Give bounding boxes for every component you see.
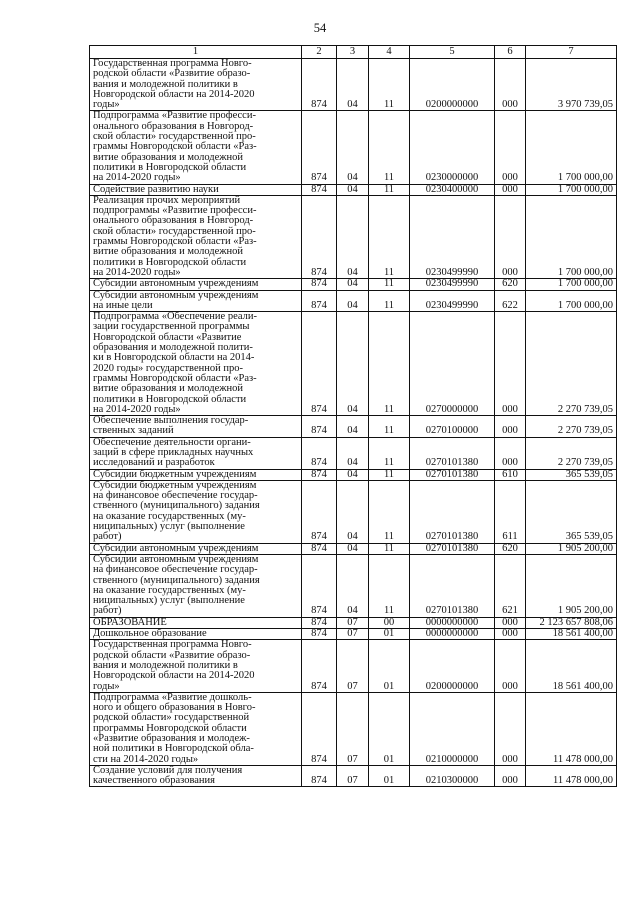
- row-code-target: 0230000000: [410, 111, 495, 184]
- row-code-section: 07: [337, 617, 369, 628]
- row-code-target: 0230499990: [410, 279, 495, 290]
- row-code-section: 04: [337, 312, 369, 416]
- row-code-target: 0270101380: [410, 469, 495, 480]
- table-row: [90, 279, 617, 290]
- page-number: 54: [313, 21, 327, 35]
- row-code-subsection: 01: [369, 765, 410, 787]
- row-code-subsection: 11: [369, 416, 410, 438]
- row-code-target: 0230400000: [410, 184, 495, 195]
- row-code-expense-type: 610: [495, 469, 526, 480]
- table-row: [90, 111, 617, 184]
- row-code-subsection: 11: [369, 111, 410, 184]
- row-code-admin: 874: [302, 692, 337, 765]
- row-code-target: 0230499990: [410, 195, 495, 278]
- row-code-target: 0230499990: [410, 290, 495, 312]
- table-row: [90, 416, 617, 438]
- row-name: Субсидии автономным учреждениям: [90, 543, 302, 554]
- row-code-target: 0210300000: [410, 765, 495, 787]
- row-amount: 2 270 739,05: [526, 312, 617, 416]
- row-code-subsection: 11: [369, 312, 410, 416]
- row-name: Государственная программа Новго- родской области «Развитие образо- вания и молодежной политики в Новгородской области на 2014-2020 годы»: [90, 640, 302, 692]
- row-amount: 1 700 000,00: [526, 279, 617, 290]
- header-col-5: 5: [410, 46, 495, 59]
- row-code-subsection: 01: [369, 629, 410, 640]
- row-code-section: 04: [337, 111, 369, 184]
- row-amount: 2 123 657 808,06: [526, 617, 617, 628]
- row-code-expense-type: 000: [495, 111, 526, 184]
- row-code-subsection: 11: [369, 480, 410, 543]
- row-code-expense-type: 000: [495, 437, 526, 469]
- row-code-expense-type: 000: [495, 640, 526, 692]
- row-code-subsection: 11: [369, 554, 410, 617]
- row-code-target: 0270101380: [410, 543, 495, 554]
- row-code-section: 07: [337, 765, 369, 787]
- row-code-subsection: 11: [369, 195, 410, 278]
- header-col-6: 6: [495, 46, 526, 59]
- row-name: Содействие развитию науки: [90, 184, 302, 195]
- table-row: [90, 195, 617, 278]
- table-row: [90, 629, 617, 640]
- row-name: Дошкольное образование: [90, 629, 302, 640]
- table-row: [90, 469, 617, 480]
- row-code-expense-type: 000: [495, 416, 526, 438]
- row-amount: 365 539,05: [526, 480, 617, 543]
- row-code-expense-type: 000: [495, 312, 526, 416]
- table-row: [90, 765, 617, 787]
- row-code-admin: 874: [302, 629, 337, 640]
- row-code-target: 0200000000: [410, 59, 495, 111]
- row-amount: 1 700 000,00: [526, 290, 617, 312]
- row-code-subsection: 01: [369, 692, 410, 765]
- row-code-expense-type: 000: [495, 629, 526, 640]
- row-code-section: 04: [337, 543, 369, 554]
- row-code-admin: 874: [302, 469, 337, 480]
- row-code-section: 04: [337, 554, 369, 617]
- row-amount: 1 905 200,00: [526, 554, 617, 617]
- row-code-subsection: 11: [369, 469, 410, 480]
- row-code-section: 04: [337, 469, 369, 480]
- row-code-subsection: 11: [369, 184, 410, 195]
- row-name: ОБРАЗОВАНИЕ: [90, 617, 302, 628]
- row-code-expense-type: 000: [495, 59, 526, 111]
- row-amount: 365 539,05: [526, 469, 617, 480]
- table-row: [90, 640, 617, 692]
- row-code-section: 04: [337, 290, 369, 312]
- row-code-admin: 874: [302, 184, 337, 195]
- row-name: Субсидии автономным учреждениям на иные цели: [90, 290, 302, 312]
- table-row: [90, 437, 617, 469]
- header-col-1: 1: [90, 46, 302, 59]
- table-row: [90, 184, 617, 195]
- row-code-section: 04: [337, 279, 369, 290]
- row-code-admin: 874: [302, 312, 337, 416]
- row-amount: 11 478 000,00: [526, 692, 617, 765]
- row-amount: 1 700 000,00: [526, 111, 617, 184]
- table-row: [90, 617, 617, 628]
- budget-table: [89, 45, 617, 787]
- row-code-expense-type: 000: [495, 184, 526, 195]
- row-code-admin: 874: [302, 290, 337, 312]
- table-row: [90, 554, 617, 617]
- row-code-expense-type: 611: [495, 480, 526, 543]
- table-row: [90, 59, 617, 111]
- row-code-target: 0210000000: [410, 692, 495, 765]
- row-code-section: 04: [337, 437, 369, 469]
- row-name: Реализация прочих мероприятий подпрограммы «Развитие професси- онального образования в Новгород- ской области» государственной про- граммы Новгородской области «Раз- витие образования и молодежной политики в Новгородской области на 2014-2020 годы»: [90, 195, 302, 278]
- row-code-admin: 874: [302, 617, 337, 628]
- row-amount: 2 270 739,05: [526, 416, 617, 438]
- row-code-section: 07: [337, 692, 369, 765]
- row-code-admin: 874: [302, 111, 337, 184]
- table-row: [90, 692, 617, 765]
- row-code-admin: 874: [302, 480, 337, 543]
- row-code-expense-type: 622: [495, 290, 526, 312]
- row-name: Подпрограмма «Обеспечение реали- зации государственной программы Новгородской области «Развитие образования и молодежной полити- ки в Новгородской области на 2014- 2020 годы» государственной про- граммы Новгородской области «Раз- витие образования и молодежной политики в Новгородской области на 2014-2020 годы»: [90, 312, 302, 416]
- header-row: [90, 46, 617, 59]
- row-name: Субсидии автономным учреждениям: [90, 279, 302, 290]
- header-col-3: 3: [337, 46, 369, 59]
- row-code-subsection: 11: [369, 437, 410, 469]
- table-row: [90, 312, 617, 416]
- row-code-target: 0200000000: [410, 640, 495, 692]
- row-name: Субсидии автономным учреждениям на финансовое обеспечение государ- ственного (муниципального) задания на оказание государственных (му- ниципальных) услуг (выполнение работ): [90, 554, 302, 617]
- row-name: Субсидии бюджетным учреждениям на финансовое обеспечение государ- ственного (муниципального) задания на оказание государственных (му- ниципальных) услуг (выполнение работ): [90, 480, 302, 543]
- row-code-admin: 874: [302, 59, 337, 111]
- row-code-admin: 874: [302, 416, 337, 438]
- row-code-target: 0270101380: [410, 437, 495, 469]
- row-code-expense-type: 620: [495, 543, 526, 554]
- row-code-target: 0270000000: [410, 312, 495, 416]
- row-amount: 18 561 400,00: [526, 640, 617, 692]
- row-code-admin: 874: [302, 543, 337, 554]
- row-code-expense-type: 621: [495, 554, 526, 617]
- row-name: Субсидии бюджетным учреждениям: [90, 469, 302, 480]
- row-code-section: 04: [337, 480, 369, 543]
- row-code-subsection: 11: [369, 279, 410, 290]
- row-code-expense-type: 000: [495, 692, 526, 765]
- row-code-section: 04: [337, 184, 369, 195]
- row-amount: 3 970 739,05: [526, 59, 617, 111]
- header-col-4: 4: [369, 46, 410, 59]
- row-code-admin: 874: [302, 554, 337, 617]
- header-col-2: 2: [302, 46, 337, 59]
- table-row: [90, 290, 617, 312]
- row-code-admin: 874: [302, 640, 337, 692]
- row-code-admin: 874: [302, 279, 337, 290]
- row-amount: 18 561 400,00: [526, 629, 617, 640]
- row-amount: 2 270 739,05: [526, 437, 617, 469]
- row-code-expense-type: 000: [495, 195, 526, 278]
- row-code-target: 0270101380: [410, 554, 495, 617]
- row-amount: 1 905 200,00: [526, 543, 617, 554]
- row-code-section: 04: [337, 59, 369, 111]
- row-name: Обеспечение деятельности органи- заций в сфере прикладных научных исследований и разработок: [90, 437, 302, 469]
- row-amount: 11 478 000,00: [526, 765, 617, 787]
- row-code-subsection: 11: [369, 290, 410, 312]
- row-code-expense-type: 620: [495, 279, 526, 290]
- row-code-target: 0000000000: [410, 617, 495, 628]
- row-name: Обеспечение выполнения государ- ственных заданий: [90, 416, 302, 438]
- row-code-target: 0270100000: [410, 416, 495, 438]
- row-code-target: 0000000000: [410, 629, 495, 640]
- row-name: Подпрограмма «Развитие професси- онального образования в Новгород- ской области» государственной про- граммы Новгородской области «Раз- витие образования и молодежной политики в Новгородской области на 2014-2020 годы»: [90, 111, 302, 184]
- row-code-section: 04: [337, 195, 369, 278]
- table-row: [90, 543, 617, 554]
- row-code-subsection: 11: [369, 543, 410, 554]
- row-code-admin: 874: [302, 765, 337, 787]
- row-code-subsection: 00: [369, 617, 410, 628]
- row-amount: 1 700 000,00: [526, 184, 617, 195]
- row-code-expense-type: 000: [495, 617, 526, 628]
- row-code-subsection: 01: [369, 640, 410, 692]
- row-code-subsection: 11: [369, 59, 410, 111]
- row-name: Подпрограмма «Развитие дошколь- ного и общего образования в Новго- родской области» государственной программы Новгородской области «Развитие образования и молодеж- ной политики в Новгородской обла- сти на 2014-2020 годы»: [90, 692, 302, 765]
- header-col-7: 7: [526, 46, 617, 59]
- row-name: Создание условий для получения качественного образования: [90, 765, 302, 787]
- row-code-expense-type: 000: [495, 765, 526, 787]
- row-code-target: 0270101380: [410, 480, 495, 543]
- row-code-admin: 874: [302, 437, 337, 469]
- row-name: Государственная программа Новго- родской области «Развитие образо- вания и молодежной политики в Новгородской области на 2014-2020 годы»: [90, 59, 302, 111]
- row-code-section: 07: [337, 640, 369, 692]
- row-amount: 1 700 000,00: [526, 195, 617, 278]
- row-code-section: 07: [337, 629, 369, 640]
- table-row: [90, 480, 617, 543]
- row-code-section: 04: [337, 416, 369, 438]
- row-code-admin: 874: [302, 195, 337, 278]
